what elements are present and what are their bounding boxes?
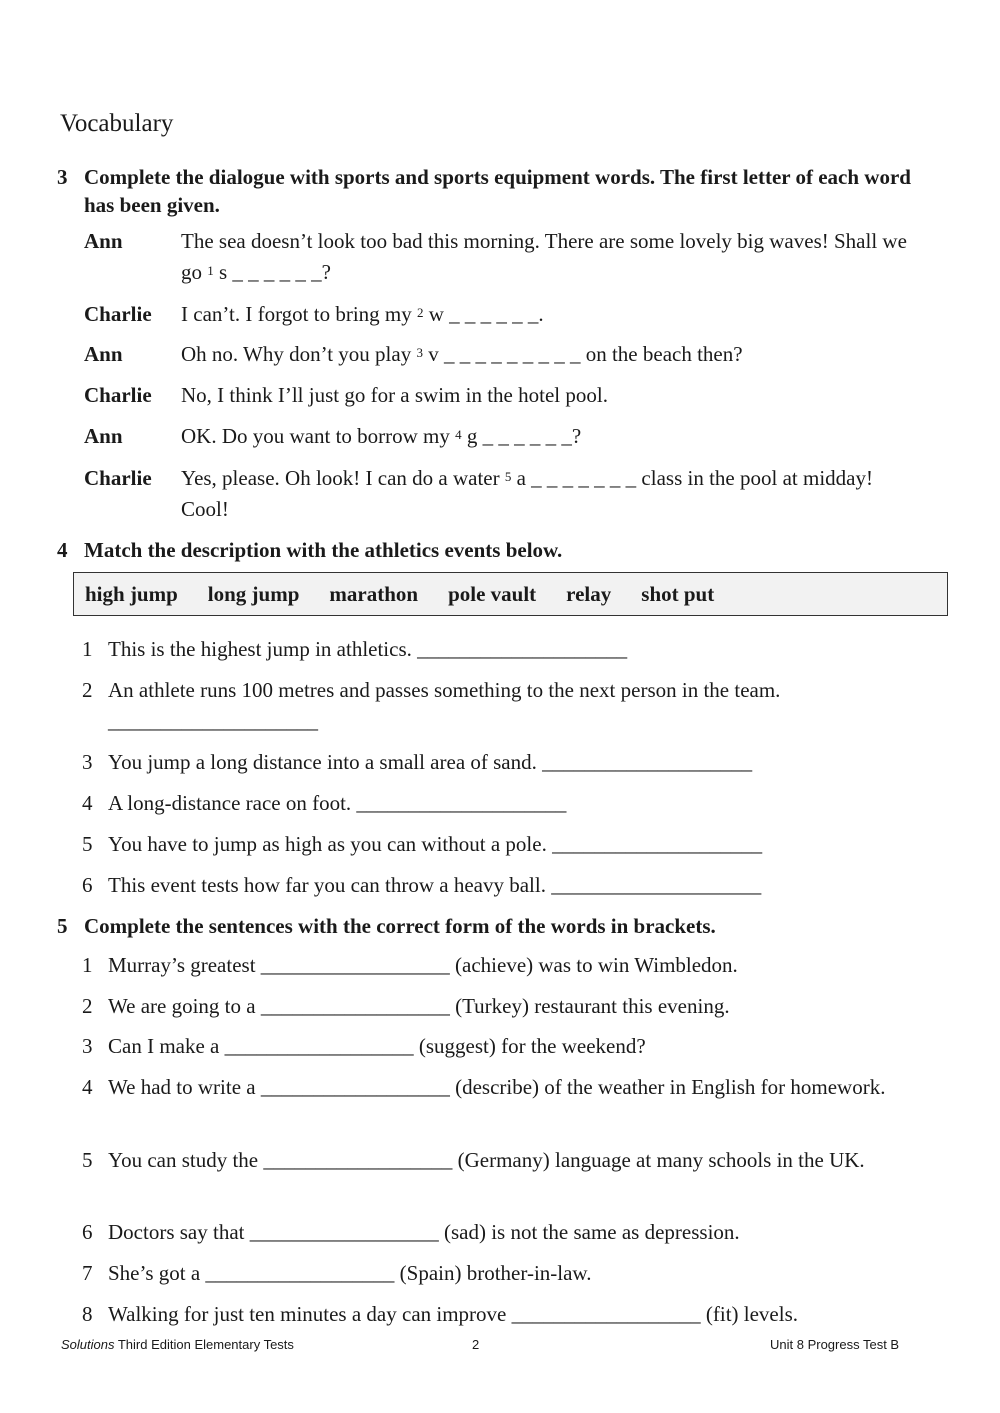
footer-series: Solutions [61,1337,115,1352]
item-number: 2 [82,994,93,1018]
word-option: high jump [85,581,178,606]
speech-text [181,421,921,452]
speech-post: s _ _ _ _ _ _? [213,260,331,284]
speech-post: a _ _ _ _ _ _ _ class in the pool at midday! Cool! [181,466,873,521]
item-text: This event tests how far you can throw a heavy ball. ____________________ [108,873,762,897]
q4-number: 4 [57,538,68,562]
list-item [0,1031,1000,1062]
item-number: 5 [82,832,93,856]
speaker-name: Ann [84,342,123,366]
q3-instruction: Complete the dialogue with sports and sports equipment words. The first letter of each word has been given. [84,165,911,217]
speech-post: v _ _ _ _ _ _ _ _ _ on the beach then? [422,342,743,366]
footer-left [61,1337,294,1352]
list-item [0,829,1000,860]
item-number: 8 [82,1302,93,1326]
item-number: 3 [82,1034,93,1058]
list-item [0,1299,1000,1330]
item-number: 1 [82,953,93,977]
item-number: 6 [82,873,93,897]
item-text: Can I make a __________________ (suggest) for the weekend? [108,1034,646,1058]
item-text: Doctors say that __________________ (sad) is not the same as depression. [108,1220,740,1244]
speech-text [181,463,921,525]
item-text: This is the highest jump in athletics. ____________________ [108,637,628,661]
word-option: relay [566,581,612,606]
list-item [0,950,1000,981]
list-item [0,1258,1000,1289]
speech-pre: Yes, please. Oh look! I can do a water [181,466,505,490]
item-text: You have to jump as high as you can without a pole. ____________________ [108,832,763,856]
footer-right: Unit 8 Progress Test B [770,1337,900,1352]
speech-pre: Oh no. Why don’t you play [181,342,417,366]
item-text: She’s got a __________________ (Spain) brother-in-law. [108,1261,592,1285]
item-number: 1 [82,637,93,661]
speaker-name: Charlie [84,383,152,407]
gap-number: 4 [455,427,462,442]
list-item [0,747,1000,778]
dialogue-line [0,421,1000,452]
speech-text [181,226,921,288]
word-option: shot put [641,581,715,606]
word-box [73,572,948,616]
item-text: Walking for just ten minutes a day can improve __________________ (fit) levels. [108,1302,799,1326]
item-number: 3 [82,750,93,774]
dialogue-line [0,380,1000,411]
speech-text [181,299,921,330]
speech-pre: No, I think I’ll just go for a swim in the hotel pool. [181,383,608,407]
item-text: We had to write a __________________ (describe) of the weather in English for homework. [108,1075,886,1099]
item-number: 4 [82,1075,93,1099]
word-option: marathon [329,581,419,606]
speech-text [181,380,921,411]
item-text: A long-distance race on foot. ____________________ [108,791,567,815]
speaker-name: Ann [84,229,123,253]
list-item [0,675,1000,737]
speaker-name: Charlie [84,466,152,490]
list-item [0,1217,1000,1248]
footer-page-number: 2 [472,1337,480,1352]
gap-number: 2 [417,305,424,320]
item-text: An athlete runs 100 metres and passes something to the next person in the team. ____________________ [108,678,781,733]
q5-number: 5 [57,914,68,938]
item-text: You can study the __________________ (Germany) language at many schools in the UK. [108,1148,865,1172]
dialogue-line [0,463,1000,525]
q4-instruction: Match the description with the athletics events below. [84,538,563,562]
gap-number: 5 [504,469,512,484]
speech-pre: I can’t. I forgot to bring my [181,302,418,326]
speech-text [181,339,921,370]
list-item [0,1145,1000,1207]
list-item [0,1072,1000,1134]
item-number: 5 [82,1148,93,1172]
item-number: 7 [82,1261,93,1285]
q5-heading [0,912,1000,942]
speech-post: g _ _ _ _ _ _? [461,424,582,448]
dialogue-line [0,339,1000,370]
word-option: long jump [207,581,300,606]
word-option: pole vault [448,581,537,606]
speech-pre: The sea doesn’t look too bad this morning. There are some lovely big waves! Shall we go [181,229,907,284]
section-title: Vocabulary [60,110,174,137]
speech-pre: OK. Do you want to borrow my [181,424,456,448]
gap-number: 3 [416,345,423,360]
list-item [0,788,1000,819]
q3-number: 3 [57,165,68,189]
item-number: 2 [82,678,93,702]
item-number: 4 [82,791,93,815]
list-item [0,870,1000,901]
q5-instruction: Complete the sentences with the correct form of the words in brackets. [84,914,716,938]
item-text: Murray’s greatest __________________ (achieve) was to win Wimbledon. [108,953,738,977]
dialogue-line [0,226,1000,288]
footer-series-rest: Third Edition Elementary Tests [114,1337,294,1352]
q3-heading [0,163,1000,223]
list-item [0,634,1000,665]
item-text: You jump a long distance into a small area of sand. ____________________ [108,750,753,774]
speech-post: w _ _ _ _ _ _. [423,302,544,326]
item-number: 6 [82,1220,93,1244]
speaker-name: Charlie [84,302,152,326]
list-item [0,991,1000,1022]
dialogue-line [0,299,1000,330]
item-text: We are going to a __________________ (Turkey) restaurant this evening. [108,994,730,1018]
gap-number: 1 [207,263,214,278]
q4-heading [0,536,1000,566]
speaker-name: Ann [84,424,123,448]
